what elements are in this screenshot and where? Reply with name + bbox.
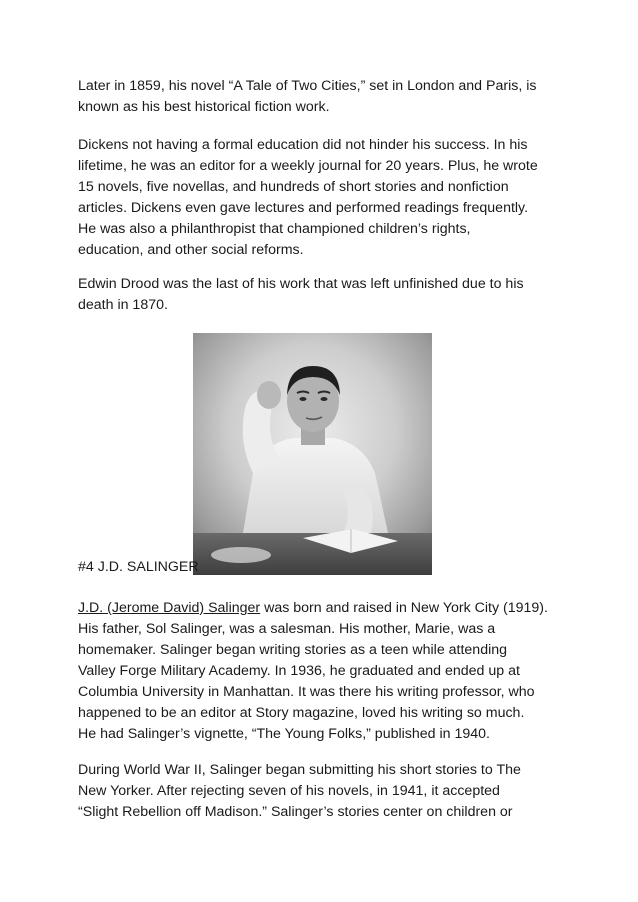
text-line: Columbia University in Manhattan. It was there his writing professor, who (78, 684, 535, 700)
paragraph-salinger-new-yorker (78, 760, 578, 823)
text-line (78, 598, 578, 619)
paragraph-dickens-success (78, 135, 578, 261)
salinger-link[interactable]: J.D. (Jerome David) Salinger (78, 600, 261, 616)
text-line: Edwin Drood was the last of his work that was left unfinished due to his (78, 276, 524, 292)
text-line: During World War II, Salinger began submitting his short stories to The (78, 762, 521, 778)
text-line: Valley Forge Military Academy. In 1936, he graduated and ended up at (78, 663, 520, 679)
text-line: He had Salinger’s vignette, “The Young Folks,” published in 1940. (78, 726, 490, 742)
text-line: death in 1870. (78, 297, 168, 313)
paragraph-tale-of-two-cities (78, 76, 578, 118)
text-line: happened to be an editor at Story magazine, loved his writing so much. (78, 705, 525, 721)
text-line: New Yorker. After rejecting seven of his novels, in 1941, it accepted (78, 783, 500, 799)
salinger-portrait-photo (193, 333, 432, 575)
text-line: articles. Dickens even gave lectures and performed readings frequently. (78, 200, 529, 216)
text-line: He was also a philanthropist that championed children’s rights, (78, 221, 471, 237)
section-heading-salinger: #4 J.D. SALINGER (78, 559, 199, 575)
text-line: His father, Sol Salinger, was a salesman. His mother, Marie, was a (78, 621, 496, 637)
text-line: Later in 1859, his novel “A Tale of Two Cities,” set in London and Paris, is (78, 78, 537, 94)
paragraph-edwin-drood (78, 274, 578, 316)
text-line: Dickens not having a formal education did not hinder his success. In his (78, 137, 528, 153)
text-line: known as his best historical fiction work. (78, 99, 330, 115)
text-line: 15 novels, five novellas, and hundreds of short stories and nonfiction (78, 179, 509, 195)
text-line: education, and other social reforms. (78, 242, 304, 258)
text-line: homemaker. Salinger began writing stories as a teen while attending (78, 642, 508, 658)
text-fragment: was born and raised in New York City (1919). (260, 600, 548, 616)
text-line: lifetime, he was an editor for a weekly journal for 20 years. Plus, he wrote (78, 158, 538, 174)
text-line: “Slight Rebellion off Madison.” Salinger’s stories center on children or (78, 804, 513, 820)
paragraph-salinger-bio (78, 598, 578, 745)
